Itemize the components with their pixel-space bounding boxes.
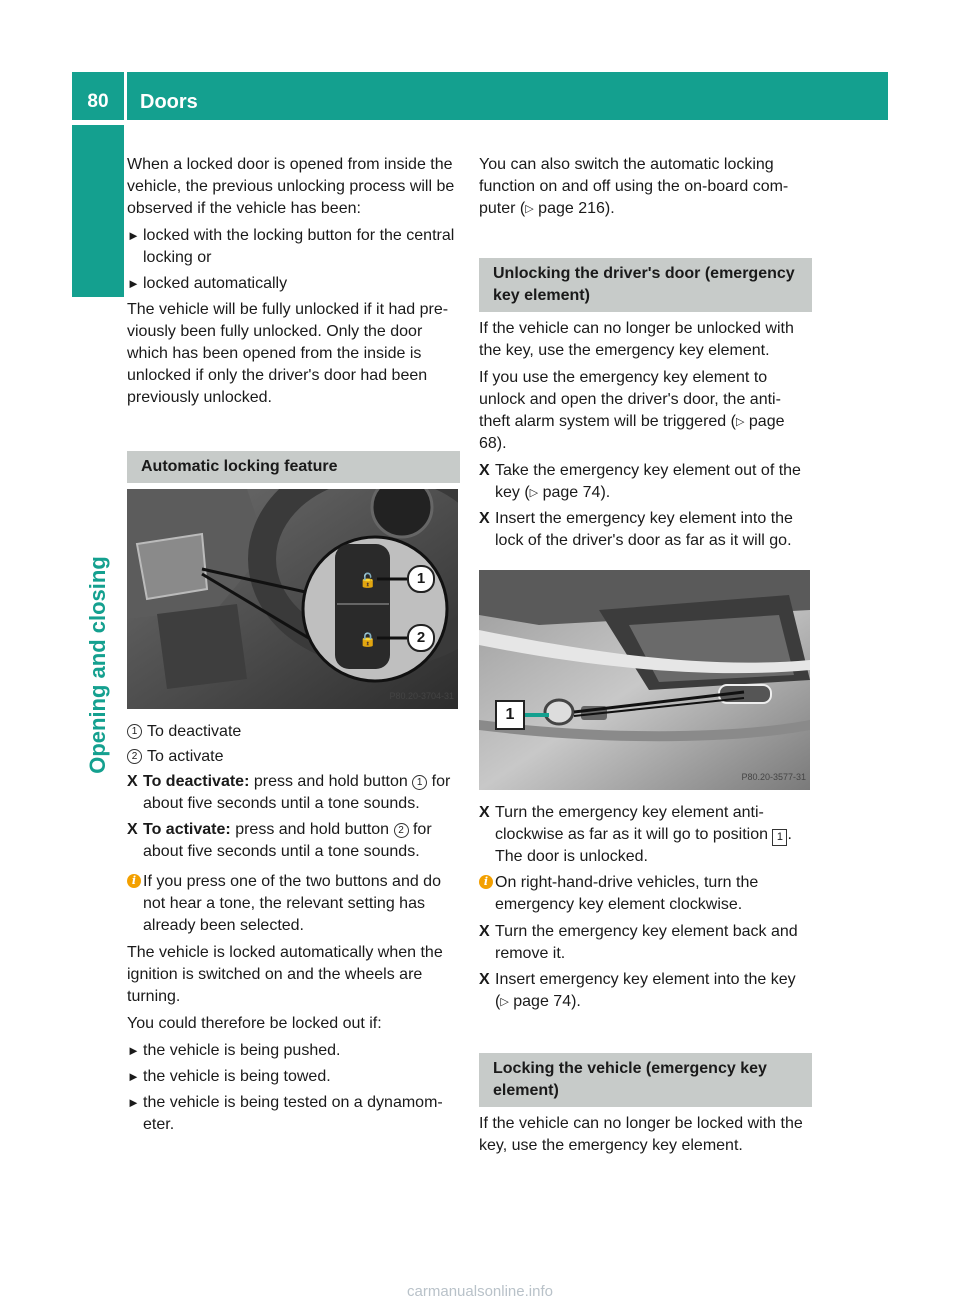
- paragraph: You could therefore be locked out if:: [127, 1015, 382, 1032]
- page-reference-link[interactable]: page 74: [513, 993, 572, 1010]
- callout-1: 1: [407, 565, 435, 593]
- legend-number: 2: [127, 749, 142, 764]
- bullet-icon: ►: [127, 228, 140, 243]
- bullet-icon: ►: [127, 1043, 140, 1058]
- instruction-step: X Turn the emergency key element back and remove it.: [479, 923, 798, 962]
- page-number: 80: [87, 91, 109, 112]
- list-item: ► the vehicle is being towed.: [127, 1066, 460, 1088]
- left-column: [127, 154, 460, 1140]
- instruction-step: X Take the emergency key element out of the key (▷ page 74).: [479, 462, 801, 501]
- car-door-illustration: [479, 570, 810, 790]
- step-arrow-icon: X: [479, 510, 490, 527]
- legend-item: 2 To activate: [127, 746, 460, 768]
- list-item: ► locked automatically: [127, 273, 460, 295]
- legend-item: 1 To deactivate: [127, 721, 460, 743]
- step-arrow-icon: X: [127, 773, 138, 790]
- door-panel-illustration: [127, 489, 458, 709]
- paragraph: The vehicle will be fully unlocked if it had previously been fully unlocked. Only the door which has been opened from the inside is unlocked if only the driver's door had been previously unlocked.: [127, 301, 449, 406]
- info-note: i On right-hand-drive vehicles, turn the emergency key element clockwise.: [479, 872, 812, 916]
- bullet-icon: ►: [127, 276, 140, 291]
- step-arrow-icon: X: [479, 971, 490, 988]
- figure-code: P80.20-3704-31: [389, 691, 454, 701]
- section-heading: Automatic locking feature: [127, 451, 460, 483]
- instruction-step: X To activate: press and hold button 2 for about five seconds until a tone sounds.: [127, 821, 432, 860]
- legend-number: 1: [127, 724, 142, 739]
- step-arrow-icon: X: [127, 821, 138, 838]
- list-item: ► the vehicle is being pushed.: [127, 1040, 460, 1062]
- intro-paragraph: When a locked door is opened from inside the vehicle, the previous unlocking process will be observed if the vehicle has been:: [127, 156, 455, 217]
- side-tab-marker: [72, 125, 124, 297]
- button-number: 1: [412, 775, 427, 790]
- callout-2: 2: [407, 624, 435, 652]
- instruction-step: X Insert the emergency key element into the lock of the driver's door as far as it will go.: [479, 510, 793, 549]
- info-note: i If you press one of the two buttons and do not hear a tone, the relevant setting has already been selected.: [127, 871, 460, 937]
- list-item: ► locked with the locking button for the central locking or: [127, 227, 455, 266]
- figure-code: P80.20-3577-31: [741, 772, 806, 782]
- side-label: [84, 545, 112, 785]
- page-ref-arrow-icon: ▷: [525, 203, 534, 215]
- bullet-icon: ►: [127, 1069, 140, 1084]
- instruction-step: X To deactivate: press and hold button 1 for about five seconds until a tone sounds.: [127, 773, 451, 812]
- figure-door-buttons: [127, 489, 458, 709]
- svg-text:🔓: 🔓: [359, 573, 377, 589]
- bullet-icon: ►: [127, 1095, 140, 1110]
- side-label-text: Opening and closing: [85, 556, 110, 774]
- paragraph: If the vehicle can no longer be locked with the key, use the emergency key element.: [479, 1115, 803, 1154]
- instruction-step: X Turn the emergency key element anti-clockwise as far as it will go to position 1 . The door is unlocked.: [479, 804, 792, 865]
- step-arrow-icon: X: [479, 804, 490, 821]
- info-icon: i: [479, 875, 493, 889]
- paragraph: If the vehicle can no longer be unlocked with the key, use the emergency key element.: [479, 320, 794, 359]
- callout-1: 1: [495, 700, 525, 730]
- intro-paragraph: You can also switch the automatic locking function on and off using the on-board computer (▷ page 216).: [479, 156, 789, 217]
- right-column: [479, 154, 812, 1162]
- step-arrow-icon: X: [479, 923, 490, 940]
- info-icon: i: [127, 874, 141, 888]
- page-ref-arrow-icon: ▷: [735, 416, 745, 428]
- page-ref-arrow-icon: ▷: [529, 487, 539, 499]
- chapter-title: Doors: [140, 91, 198, 113]
- svg-text:🔒: 🔒: [359, 632, 377, 648]
- page-reference-link[interactable]: page 216: [538, 200, 605, 217]
- header-divider: [124, 72, 127, 120]
- page-reference-link[interactable]: page 68: [479, 413, 785, 452]
- page-reference-link[interactable]: page 74: [542, 484, 601, 501]
- page-ref-arrow-icon: ▷: [500, 996, 509, 1008]
- figure-emergency-key: [479, 570, 810, 790]
- section-heading: Unlocking the driver's door (emergency key element): [479, 258, 812, 312]
- instruction-step: X Insert emergency key element into the key (▷ page 74).: [479, 971, 796, 1010]
- paragraph: If you use the emergency key element to unlock and open the driver's door, the anti-theft alarm system will be triggered (▷ page 68).: [479, 369, 785, 452]
- paragraph: The vehicle is locked automatically when the ignition is switched on and the wheels are turning.: [127, 944, 443, 1005]
- list-item: ► the vehicle is being tested on a dynamometer.: [127, 1094, 443, 1133]
- button-number: 2: [394, 823, 409, 838]
- section-heading: Locking the vehicle (emergency key element): [479, 1053, 812, 1107]
- position-number: 1: [772, 829, 787, 846]
- step-arrow-icon: X: [479, 462, 490, 479]
- watermark: carmanualsonline.info: [407, 1283, 553, 1300]
